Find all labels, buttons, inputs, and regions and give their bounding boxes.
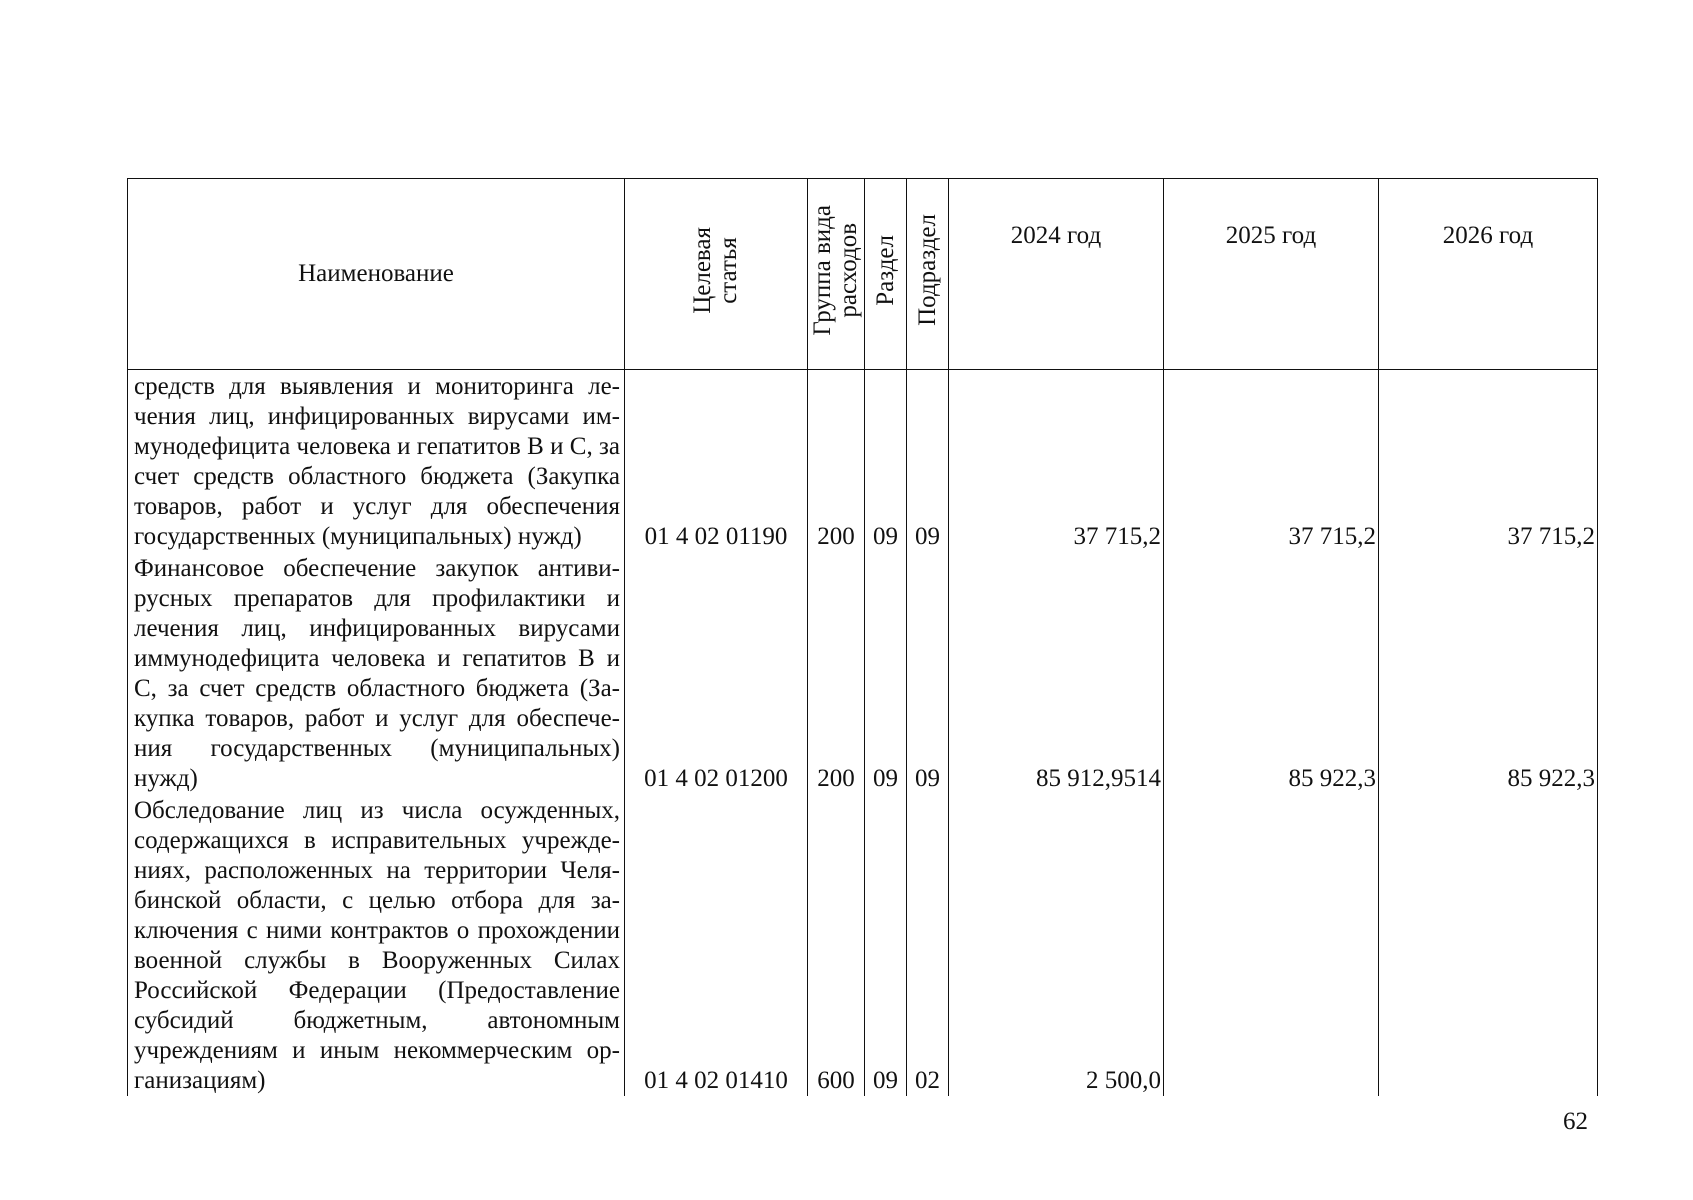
budget-table: [127, 178, 1598, 1096]
row-2025: 85 922,3: [1164, 552, 1379, 794]
row-name: Финансовое обеспечение закупок антивирусных препаратов для профилактики и лечения лиц, инфицированных вирусами иммунодефицита человека и гепатитов B и С, за счет средств областного бюджета (Закупка товаров, работ и услуг для обеспечения государственных (муниципальных) нужд): [128, 552, 625, 794]
table-row: [128, 794, 1598, 1096]
row-group: 200: [808, 370, 865, 553]
row-target: 01 4 02 01410: [625, 794, 808, 1096]
header-group-label: [810, 205, 862, 336]
table-row: [128, 552, 1598, 794]
header-2025: [1164, 179, 1379, 370]
header-2026: [1379, 179, 1598, 370]
row-section: 09: [865, 552, 907, 794]
row-group: 600: [808, 794, 865, 1096]
row-name: Обследование лиц из числа осужденных, содержащихся в исправительных учреждениях, расположенных на территории Челябинской области, с целью отбора для заключения с ними контрактов о прохождении военной службы в Вооруженных Силах Российской Федерации (Предоставление субсидий бюджетным, автономным учреждениям и иным некоммерческим организациям): [128, 794, 625, 1096]
row-2025: 37 715,2: [1164, 370, 1379, 553]
row-subsection: 09: [907, 552, 949, 794]
row-2026: [1379, 794, 1598, 1096]
header-name-label: Наименование: [298, 260, 454, 287]
header-2025-label: 2025 год: [1225, 222, 1317, 249]
row-2024: 85 912,9514: [949, 552, 1164, 794]
header-target-line1: Целевая: [689, 226, 716, 314]
row-subsection: 09: [907, 370, 949, 553]
row-2024: 37 715,2: [949, 370, 1164, 553]
row-2025: [1164, 794, 1379, 1096]
header-2024: [949, 179, 1164, 370]
row-target: 01 4 02 01200: [625, 552, 808, 794]
header-section: [865, 179, 907, 370]
header-target: [625, 179, 808, 370]
row-2026: 85 922,3: [1379, 552, 1598, 794]
header-section-label: Раздел: [871, 234, 899, 306]
row-subsection: 02: [907, 794, 949, 1096]
row-section: 09: [865, 370, 907, 553]
header-subsection-label: Подраздел: [913, 214, 941, 326]
row-section: 09: [865, 794, 907, 1096]
header-group-line1: Группа вида: [809, 204, 836, 336]
row-2026: 37 715,2: [1379, 370, 1598, 553]
table-row: [128, 370, 1598, 553]
row-group: 200: [808, 552, 865, 794]
header-name: [128, 179, 625, 370]
table-header-row: [128, 179, 1598, 370]
page-number: 62: [1563, 1108, 1588, 1135]
header-target-label: [690, 227, 742, 314]
header-subsection: [907, 179, 949, 370]
row-2024: 2 500,0: [949, 794, 1164, 1096]
header-target-line2: статья: [715, 236, 742, 304]
header-group: [808, 179, 865, 370]
row-name: средств для выявления и мониторинга лечения лиц, инфицированных вирусами иммунодефицита человека и гепатитов B и С, за счет средств областного бюджета (Закупка товаров, работ и услуг для обеспечения государственных (муниципальных) нужд): [128, 370, 625, 553]
header-group-line2: расходов: [835, 222, 862, 318]
row-target: 01 4 02 01190: [625, 370, 808, 553]
header-2024-label: 2024 год: [1010, 222, 1102, 249]
header-2026-label: 2026 год: [1442, 222, 1534, 249]
